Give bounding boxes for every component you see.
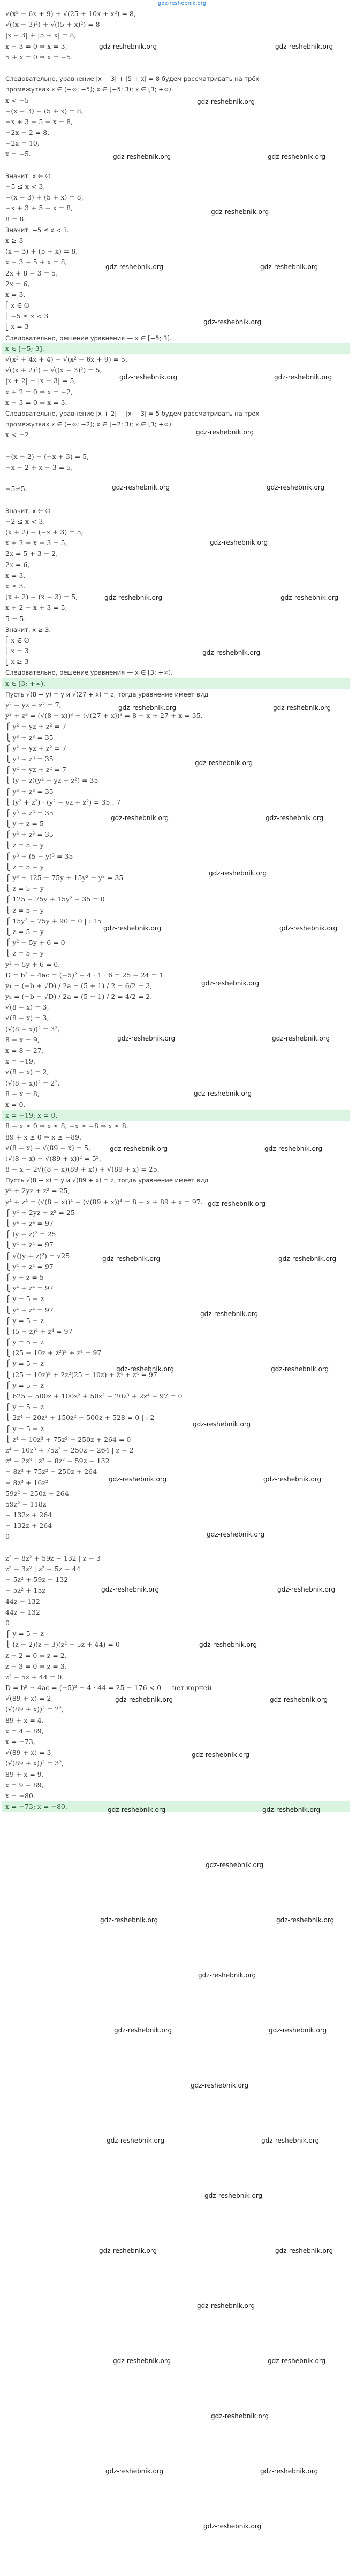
watermark-text: gdz-reshebnik.org: [274, 373, 332, 381]
math-line: ⎩ y⁴ + z⁴ = 97: [5, 1241, 54, 1249]
math-line: − 132z + 264: [5, 1522, 52, 1530]
text-line: промежутках x ∈ (−∞; −5); x ∈ [−5; 3); x ∈ [3; +∞).: [5, 86, 173, 94]
math-line: x < −5: [5, 96, 29, 104]
math-line: [2, 160, 350, 171]
math-line: ⎩ z = 5 − y: [5, 906, 44, 914]
watermark-text: gdz-reshebnik.org: [275, 2247, 333, 2254]
math-line: ⎧ y² − yz + z² = 7: [5, 766, 66, 774]
math-line: ⎩ (5 − z)⁴ + z⁴ = 97: [5, 1327, 73, 1335]
watermark-text: gdz-reshebnik.org: [261, 2137, 320, 2144]
math-line: (√(8 − x) − √(89 + x))² = 5²,: [5, 1154, 101, 1163]
math-line: x = −80.: [5, 1791, 35, 1800]
math-line: x = 3.: [5, 290, 26, 299]
math-line: −x + 3 + 5 + x = 8,: [5, 204, 73, 212]
watermark-text: gdz-reshebnik.org: [99, 43, 157, 50]
math-line: ⎧ y = 5 − z: [5, 1403, 44, 1411]
math-line: −2x = 10,: [5, 139, 40, 148]
math-line: y² + 2yz + z² = 25,: [5, 1187, 70, 1195]
math-line: 89 + x ≥ 0 ⇒ x ≥ −89.: [5, 1133, 81, 1141]
math-line: ⎩ z = 5 − y: [5, 862, 44, 871]
math-line: |x − 3| + |5 + x| = 8,: [5, 31, 77, 40]
math-line: 44z − 132: [5, 1597, 40, 1606]
watermark-text: gdz-reshebnik.org: [110, 1145, 168, 1152]
watermark-text: gdz-reshebnik.org: [270, 1696, 328, 1703]
watermark-text: gdz-reshebnik.org: [271, 1365, 329, 1373]
math-line: ⎧ y² − yz + z² = 7: [5, 744, 66, 752]
math-line: 2x + 8 − 3 = 5,: [5, 269, 58, 277]
watermark-text: gdz-reshebnik.org: [102, 1255, 161, 1263]
watermark-text: gdz-reshebnik.org: [210, 539, 268, 546]
watermark-text: gdz-reshebnik.org: [105, 2467, 164, 2475]
math-line: y⁴ + z⁴ = (√(8 − x))⁴ + (√(89 + x))⁴ = 8 − x + 89 + x = 97.: [5, 1197, 203, 1206]
watermark-text: gdz-reshebnik.org: [109, 1476, 167, 1483]
math-line: [2, 494, 350, 505]
math-line: [2, 1542, 350, 1553]
math-line: (x + 2) − (−x + 3) = 5,: [5, 528, 84, 536]
watermark-text: gdz-reshebnik.org: [113, 2357, 171, 2365]
watermark-text: gdz-reshebnik.org: [263, 1476, 322, 1483]
watermark-text: gdz-reshebnik.org: [207, 1531, 265, 1538]
watermark-text: gdz-reshebnik.org: [202, 649, 261, 656]
watermark-text: gdz-reshebnik.org: [203, 2523, 262, 2530]
watermark-text: gdz-reshebnik.org: [200, 1310, 259, 1318]
watermark-text: gdz-reshebnik.org: [111, 814, 169, 822]
math-line: ⎩ y⁴ + z⁴ = 97: [5, 1219, 54, 1227]
math-line: −(x + 2) − (−x + 3) = 5,: [5, 452, 89, 461]
math-line: 59z² − 250z + 264: [5, 1489, 69, 1497]
math-line: ⎩ z⁴ − 10z³ + 75z² − 250z + 264 = 0: [5, 1435, 131, 1443]
math-line: ⎧ y = 5 − z: [5, 1630, 44, 1638]
watermark-text: gdz-reshebnik.org: [279, 924, 338, 932]
math-line: ⎩ y⁴ + z⁴ = 97: [5, 1262, 54, 1271]
math-line: y² − yz + z² = 7,: [5, 701, 62, 709]
text-line: Следовательно, уравнение |x + 2| − |x − 3| = 5 будем рассматривать на трёх: [5, 409, 260, 417]
math-line: [2, 63, 350, 73]
math-line: 2x = 6,: [5, 279, 30, 288]
math-line: x ≥ 3.: [5, 582, 26, 590]
watermark-text: gdz-reshebnik.org: [269, 2027, 327, 2034]
watermark-text: gdz-reshebnik.org: [112, 484, 170, 491]
math-line: ⎧ y² − 5y + 6 = 0: [5, 938, 65, 947]
math-line: 5 = 5.: [5, 614, 26, 623]
watermark-text: gdz-reshebnik.org: [273, 704, 331, 712]
math-line: −2x − 2 = 8,: [5, 128, 50, 137]
site-header[interactable]: gdz-reshebnik.org: [157, 1, 207, 6]
math-line: D = b² − 4ac = (−5)² − 4 · 1 · 6 = 25 − 24 = 1: [5, 970, 164, 979]
watermark-text: gdz-reshebnik.org: [101, 1586, 160, 1593]
watermark-text: gdz-reshebnik.org: [116, 1365, 175, 1373]
math-line: (√(8 − x))² = 2²,: [5, 1079, 60, 1087]
math-line: (x + 2) − (x − 3) = 5,: [5, 593, 78, 601]
math-line: −5 ≤ x < 3,: [5, 182, 46, 190]
math-line: x + 2 = 0 ⇒ x = −2,: [5, 387, 73, 396]
text-line: Следовательно, уравнение |x − 3| + |5 + x| = 8 будем рассматривать на трёх: [5, 75, 260, 83]
math-line: ⎩ z = 5 − y: [5, 841, 44, 850]
text-line: Значит, −5 ≤ x < 3.: [5, 226, 69, 234]
answer-line: x ∈ [3; +∞).: [2, 678, 350, 689]
watermark-text: gdz-reshebnik.org: [280, 594, 339, 601]
watermark-text: gdz-reshebnik.org: [268, 153, 326, 160]
math-line: ⎧ y² − yz + z² = 7: [5, 722, 66, 731]
watermark-text: gdz-reshebnik.org: [99, 2247, 157, 2254]
answer-line: x = −19; x = 0.: [2, 1110, 350, 1121]
math-line: x + 2 + x − 3 = 5,: [5, 539, 67, 547]
math-line: 8 − x = 8,: [5, 1089, 40, 1098]
math-line: √(8 − x) − √(89 + x) = 5,: [5, 1143, 91, 1152]
math-line: 44z − 132: [5, 1608, 40, 1616]
watermark-text: gdz-reshebnik.org: [203, 318, 262, 326]
math-line: z⁴ − 2z³ | z³ − 8z² + 59z − 132: [5, 1457, 110, 1465]
math-line: 8 − x − 2√((8 − x)(89 + x)) + √(89 + x) = 25.: [5, 1165, 160, 1174]
watermark-text: gdz-reshebnik.org: [266, 814, 324, 822]
math-line: x < −2: [5, 431, 29, 439]
math-line: ⎧ y³ + z³ = 35: [5, 787, 54, 796]
math-line: −x − 2 + x − 3 = 5,: [5, 463, 73, 471]
math-line: x = −19,: [5, 1057, 35, 1066]
math-line: z⁴ − 10z³ + 75z² − 250z + 264 | z − 2: [5, 1446, 134, 1454]
math-line: y₁ = (−b + √D) / 2a = (5 + 1) / 2 = 6/2 = 3,: [5, 981, 153, 990]
math-line: ⎩ z = 5 − y: [5, 927, 44, 936]
math-line: ⎣ x = 3: [5, 323, 29, 331]
watermark-text: gdz-reshebnik.org: [103, 924, 162, 932]
math-line: x + 2 − x + 3 = 5,: [5, 603, 67, 612]
watermark-text: gdz-reshebnik.org: [211, 208, 269, 216]
math-line: √(89 + x) = 2,: [5, 1694, 54, 1703]
math-line: ⎧ 15y² − 75y + 90 = 0 | : 15: [5, 916, 102, 925]
math-line: − 5z² + 15z: [5, 1586, 46, 1595]
watermark-text: gdz-reshebnik.org: [206, 1861, 264, 1869]
math-line: √(8 − x) = 3,: [5, 1014, 49, 1022]
math-line: x ≥ 3: [5, 236, 24, 244]
math-line: ⎩ y + z = 5: [5, 820, 44, 828]
math-line: ⎣ x ≥ 3: [5, 658, 29, 666]
text-line: Значит, x ∈ ∅: [5, 172, 51, 180]
watermark-text: gdz-reshebnik.org: [211, 2412, 269, 2420]
math-line: (√(89 + x))² = 3²,: [5, 1759, 64, 1768]
math-line: ⎧ y = 5 − z: [5, 1338, 44, 1347]
watermark-text: gdz-reshebnik.org: [260, 2467, 318, 2475]
math-line: ⎩ z = 5 − y: [5, 949, 44, 958]
math-line: x = 3.: [5, 571, 26, 579]
watermark-text: gdz-reshebnik.org: [108, 1806, 166, 1814]
text-line: Значит, x ∈ ∅: [5, 507, 51, 515]
math-line: 89 + x = 4,: [5, 1716, 44, 1724]
math-line: − 5z² + 59z − 132: [5, 1576, 69, 1584]
math-line: ⎩ (z − 2)(z − 3)(z² − 5z + 44) = 0: [5, 1640, 120, 1649]
text-line: Следовательно, решение уравнения — x ∈ [−5; 3].: [5, 334, 172, 342]
text-line: Следовательно, решение уравнения — x ∈ [3; +∞).: [5, 669, 173, 677]
watermark-text: gdz-reshebnik.org: [276, 1916, 335, 1924]
math-line: 8 = 8.: [5, 215, 26, 223]
math-line: −2 ≤ x < 3.: [5, 517, 46, 525]
watermark-text: gdz-reshebnik.org: [119, 373, 178, 381]
math-line: − 132z + 264: [5, 1511, 52, 1519]
math-line: ⎢ −5 ≤ x < 3: [5, 312, 49, 320]
watermark-text: gdz-reshebnik.org: [195, 759, 253, 767]
text-line: Значит, x ≥ 3.: [5, 625, 51, 633]
math-line: ⎢ x = 3: [5, 647, 29, 655]
math-line: y₂ = (−b − √D) / 2a = (5 − 1) / 2 = 4/2 = 2.: [5, 992, 153, 1001]
solution-body: [2, 9, 350, 1812]
watermark-text: gdz-reshebnik.org: [262, 1806, 321, 1814]
math-line: √(x² + 4x + 4) − √(x² − 6x + 9) = 5,: [5, 355, 127, 363]
math-line: ⎧ y³ + (5 − y)³ = 35: [5, 852, 73, 860]
watermark-text: gdz-reshebnik.org: [104, 594, 163, 601]
math-line: x = 8 − 27,: [5, 1046, 44, 1054]
watermark-text: gdz-reshebnik.org: [268, 2357, 326, 2365]
watermark-text: gdz-reshebnik.org: [204, 2192, 263, 2199]
watermark-text: gdz-reshebnik.org: [199, 1641, 257, 1648]
watermark-text: gdz-reshebnik.org: [275, 43, 333, 50]
math-line: ⎧ y = 5 − z: [5, 1316, 44, 1325]
math-line: [2, 473, 350, 484]
math-line: ⎩ 2z⁴ − 20z³ + 150z² − 500z + 528 = 0 | : 2: [5, 1413, 155, 1422]
watermark-text: gdz-reshebnik.org: [114, 2027, 172, 2034]
math-line: − 8z³ + 75z² − 250z + 264: [5, 1467, 97, 1476]
watermark-text: gdz-reshebnik.org: [115, 1696, 173, 1703]
text-line: Пусть √(8 − x) = y и √(89 + x) = z, тогда уравнение имеет вид: [5, 1176, 209, 1184]
math-line: √(89 + x) = 3,: [5, 1748, 54, 1757]
math-line: x = −5.: [5, 150, 31, 158]
math-line: ⎧ y³ + z³ = 35: [5, 830, 54, 839]
math-line: (x − 3) + (5 + x) = 8,: [5, 247, 78, 256]
watermark-text: gdz-reshebnik.org: [260, 263, 318, 271]
math-line: ⎩ y³ + z³ = 35: [5, 733, 54, 742]
watermark-text: gdz-reshebnik.org: [197, 2302, 255, 2310]
math-line: ⎧ y = 5 − z: [5, 1424, 44, 1433]
watermark-text: gdz-reshebnik.org: [118, 704, 177, 712]
math-line: z³ − 8z² + 59z − 132 | z − 3: [5, 1554, 101, 1562]
math-line: √(x² − 6x + 9) + √(25 + 10x + x²) = 8,: [5, 10, 136, 18]
math-line: −(x − 3) − (5 + x) = 8,: [5, 106, 84, 115]
math-line: x = 0.: [5, 1100, 26, 1109]
watermark-text: gdz-reshebnik.org: [198, 1971, 256, 1979]
math-line: ⎩ (y² + z²) · (y² − yz + z²) = 35 : 7: [5, 798, 121, 806]
math-line: √((x + 2)²) − √((x − 3)²) = 5,: [5, 366, 102, 374]
math-line: (√(8 − x))² = 3²,: [5, 1025, 60, 1033]
watermark-text: gdz-reshebnik.org: [277, 1586, 336, 1593]
math-line: x − 3 = 0 ⇒ x = 3,: [5, 42, 67, 50]
text-line: промежутках x ∈ (−∞; −2); x ∈ [−2; 3); x ∈ [3; +∞).: [5, 421, 173, 429]
math-line: (√(89 + x))² = 2²,: [5, 1705, 64, 1714]
text-line: Пусть √(8 − y) = y и √(27 + x) = z, тогда уравнение имеет вид: [5, 690, 209, 698]
math-line: y³ + z³ = (√(8 − x))³ + (√(27 + x))³ = 8 − x + 27 + x = 35.: [5, 712, 203, 720]
math-line: z − 3 = 0 ⇒ z = 3,: [5, 1662, 67, 1670]
math-line: −5≠5.: [5, 485, 27, 493]
math-line: z³ − 3z² | z² − 5z + 44: [5, 1565, 81, 1573]
watermark-text: gdz-reshebnik.org: [201, 980, 260, 987]
math-line: √(8 − x) = 3,: [5, 1003, 49, 1012]
math-line: ⎧ (y + z)² = 25: [5, 1230, 56, 1239]
watermark-text: gdz-reshebnik.org: [209, 869, 267, 877]
math-line: 59z² − 118z: [5, 1500, 47, 1508]
math-line: 8 − x = 9,: [5, 1035, 40, 1044]
watermark-text: gdz-reshebnik.org: [117, 1035, 176, 1042]
math-line: −x + 3 − 5 − x = 8,: [5, 117, 73, 126]
watermark-text: gdz-reshebnik.org: [113, 153, 171, 160]
math-line: ⎧ y + z = 5: [5, 1273, 44, 1281]
math-line: z − 2 = 0 ⇒ z = 2,: [5, 1651, 67, 1660]
math-line: √((x − 3)²) + √((5 + x)²) = 8: [5, 20, 100, 29]
math-line: x = 9 − 89,: [5, 1780, 44, 1789]
watermark-text: gdz-reshebnik.org: [196, 429, 254, 436]
math-line: 2x = 6,: [5, 560, 30, 569]
watermark-text: gdz-reshebnik.org: [107, 2137, 165, 2144]
answer-line: x = −73; x = −80.: [2, 1801, 350, 1812]
math-line: ⎧ y³ + z³ = 35: [5, 808, 54, 817]
math-line: 2x = 5 + 3 − 2,: [5, 549, 58, 558]
math-line: [2, 441, 350, 452]
watermark-text: gdz-reshebnik.org: [100, 1916, 158, 1924]
watermark-text: gdz-reshebnik.org: [267, 484, 325, 491]
math-line: ⎩ 625 − 500z + 100z² + 50z² − 20z³ + 2z⁴ − 97 = 0: [5, 1392, 183, 1400]
math-line: ⎩ y⁴ + z⁴ = 97: [5, 1284, 54, 1293]
math-line: x = 4 − 89,: [5, 1726, 44, 1735]
math-line: 0: [5, 1532, 10, 1541]
math-line: ⎩ (y + z)(y² − yz + z²) = 35: [5, 776, 98, 785]
math-line: ⎩ (25 − 10z)² + 2z²(25 − 10z) + z⁴ + z⁴ = 97: [5, 1370, 157, 1379]
watermark-text: gdz-reshebnik.org: [194, 1090, 252, 1097]
math-line: |x + 2| − |x − 3| = 5,: [5, 377, 77, 385]
watermark-text: gdz-reshebnik.org: [208, 1200, 266, 1207]
watermark-text: gdz-reshebnik.org: [264, 1145, 323, 1152]
math-line: − 8z³ + 16z²: [5, 1478, 48, 1487]
math-line: y² − 5y + 6 = 0.: [5, 960, 60, 968]
math-line: 5 + x = 0 ⇒ x = −5.: [5, 52, 73, 61]
math-line: 8 − x ≥ 0 ⇒ x ≤ 8, −x ≥ −8 ⇒ x ≤ 8.: [5, 1122, 128, 1130]
math-line: ⎡ x ∈ ∅: [5, 301, 30, 310]
math-line: ⎩ y³ + z³ = 35: [5, 754, 54, 763]
watermark-text: gdz-reshebnik.org: [105, 263, 164, 271]
math-line: ⎧ 125 − 75y + 15y² − 35 = 0: [5, 895, 105, 904]
watermark-text: gdz-reshebnik.org: [197, 98, 255, 105]
math-line: 89 + x = 9,: [5, 1770, 44, 1778]
math-line: ⎧ y = 5 − z: [5, 1359, 44, 1368]
watermark-text: gdz-reshebnik.org: [191, 2082, 249, 2089]
math-line: ⎡ x ∈ ∅: [5, 636, 30, 644]
math-line: √(8 − x) = 2,: [5, 1068, 49, 1076]
watermark-text: gdz-reshebnik.org: [278, 1255, 337, 1263]
math-line: ⎩ z = 5 − y: [5, 884, 44, 893]
math-line: ⎧ y³ + 125 − 75y + 15y² − y³ = 35: [5, 874, 124, 882]
math-line: 0: [5, 1618, 10, 1627]
math-line: x − 3 + 5 + x = 8,: [5, 258, 67, 266]
math-line: ⎧ y² + 2yz + z² = 25: [5, 1208, 75, 1217]
math-line: z² − 5z + 44 = 0.: [5, 1672, 64, 1681]
math-line: ⎧ y = 5 − z: [5, 1381, 44, 1389]
answer-line: x ∈ [−5; 3].: [2, 343, 350, 354]
watermark-text: gdz-reshebnik.org: [272, 1035, 330, 1042]
math-line: −(x − 3) + (5 + x) = 8,: [5, 193, 84, 202]
math-line: ⎩ (25 − 10z + z²)² + z⁴ = 97: [5, 1349, 102, 1357]
math-line: ⎧ √((y + z)²) = √25: [5, 1251, 70, 1260]
watermark-text: gdz-reshebnik.org: [192, 1751, 250, 1759]
math-line: x − 3 = 0 ⇒ x = 3.: [5, 398, 67, 407]
math-line: x = −73,: [5, 1738, 35, 1746]
math-line: ⎧ y = 5 − z: [5, 1295, 44, 1303]
math-line: D = b² − 4ac = (−5)² − 4 · 44 = 25 − 176 < 0 — нет корней.: [5, 1684, 214, 1692]
math-line: ⎩ y⁴ + z⁴ = 97: [5, 1305, 54, 1314]
watermark-text: gdz-reshebnik.org: [193, 1420, 251, 1428]
